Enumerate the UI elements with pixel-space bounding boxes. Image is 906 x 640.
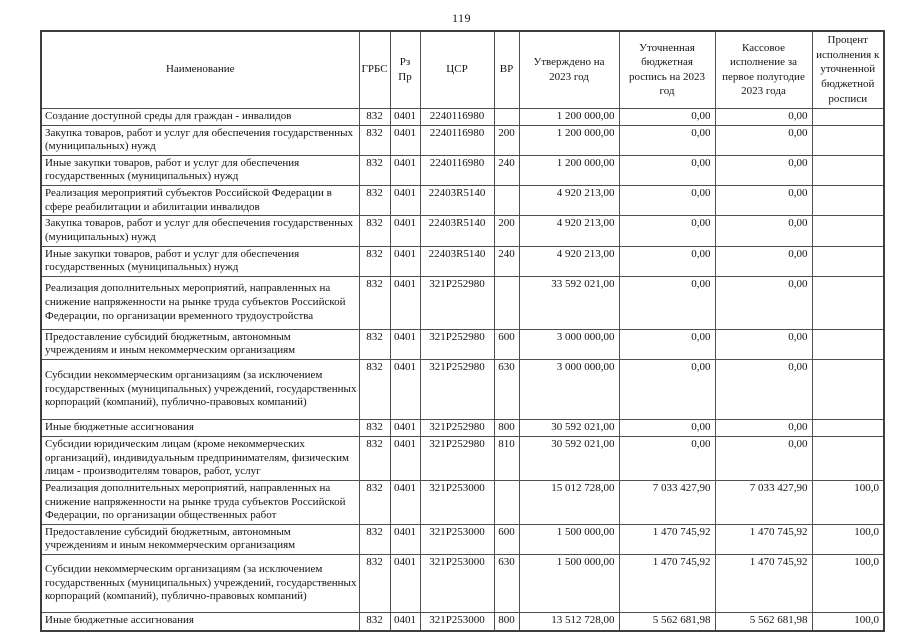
table-row xyxy=(41,360,884,420)
column-header-vr: ВР xyxy=(494,31,519,108)
cell-csr: 2240116980 xyxy=(420,108,494,125)
cell-approved: 1 200 000,00 xyxy=(519,125,619,155)
cell-updated: 0,00 xyxy=(619,246,715,276)
cell-updated: 0,00 xyxy=(619,186,715,216)
cell-name: Предоставление субсидий бюджетным, автономным учреждениям и иным некоммерческим организациям xyxy=(41,524,359,554)
cell-vr: 800 xyxy=(494,420,519,437)
cell-percent xyxy=(812,108,884,125)
cell-csr: 321P252980 xyxy=(420,360,494,420)
cell-rzpr: 0401 xyxy=(390,360,420,420)
cell-rzpr: 0401 xyxy=(390,480,420,524)
cell-grbs: 832 xyxy=(359,155,390,185)
cell-grbs: 832 xyxy=(359,480,390,524)
column-header-grbs: ГРБС xyxy=(359,31,390,108)
table-row xyxy=(41,420,884,437)
table-row xyxy=(41,276,884,329)
cell-cash: 7 033 427,90 xyxy=(715,480,812,524)
table-row xyxy=(41,613,884,631)
cell-vr: 200 xyxy=(494,216,519,246)
column-header-name: Наименование xyxy=(41,31,359,108)
cell-name: Субсидии некоммерческим организациям (за исключением государственных (муниципальных) учреждений, государственных корпораций (компаний), публично-правовых компаний) xyxy=(41,360,359,420)
cell-percent xyxy=(812,125,884,155)
cell-percent xyxy=(812,420,884,437)
cell-percent: 100,0 xyxy=(812,613,884,631)
cell-csr: 321P253000 xyxy=(420,524,494,554)
cell-approved: 30 592 021,00 xyxy=(519,437,619,481)
cell-vr: 600 xyxy=(494,329,519,359)
cell-rzpr: 0401 xyxy=(390,555,420,613)
cell-grbs: 832 xyxy=(359,125,390,155)
cell-vr xyxy=(494,186,519,216)
cell-grbs: 832 xyxy=(359,246,390,276)
page-number: 119 xyxy=(451,11,472,25)
cell-percent xyxy=(812,276,884,329)
cell-approved: 13 512 728,00 xyxy=(519,613,619,631)
cell-approved: 30 592 021,00 xyxy=(519,420,619,437)
cell-percent: 100,0 xyxy=(812,555,884,613)
cell-cash: 1 470 745,92 xyxy=(715,524,812,554)
cell-approved: 1 500 000,00 xyxy=(519,555,619,613)
cell-vr xyxy=(494,276,519,329)
cell-csr: 2240116980 xyxy=(420,155,494,185)
cell-updated: 0,00 xyxy=(619,329,715,359)
cell-approved: 3 000 000,00 xyxy=(519,360,619,420)
cell-vr: 240 xyxy=(494,155,519,185)
cell-cash: 0,00 xyxy=(715,108,812,125)
cell-percent: 100,0 xyxy=(812,480,884,524)
table-row xyxy=(41,246,884,276)
cell-csr: 321P253000 xyxy=(420,613,494,631)
cell-name: Реализация мероприятий субъектов Российской Федерации в сфере реабилитации и абилитации инвалидов xyxy=(41,186,359,216)
cell-grbs: 832 xyxy=(359,108,390,125)
table-row xyxy=(41,155,884,185)
cell-rzpr: 0401 xyxy=(390,108,420,125)
cell-cash: 0,00 xyxy=(715,125,812,155)
cell-rzpr: 0401 xyxy=(390,524,420,554)
cell-rzpr: 0401 xyxy=(390,186,420,216)
cell-approved: 15 012 728,00 xyxy=(519,480,619,524)
table-row xyxy=(41,480,884,524)
cell-cash: 0,00 xyxy=(715,360,812,420)
column-header-updated: Уточненная бюджетная роспись на 2023 год xyxy=(619,31,715,108)
cell-percent xyxy=(812,329,884,359)
cell-vr: 810 xyxy=(494,437,519,481)
cell-grbs: 832 xyxy=(359,186,390,216)
table-row xyxy=(41,216,884,246)
cell-grbs: 832 xyxy=(359,329,390,359)
cell-updated: 1 470 745,92 xyxy=(619,555,715,613)
cell-approved: 4 920 213,00 xyxy=(519,216,619,246)
cell-cash: 0,00 xyxy=(715,276,812,329)
cell-rzpr: 0401 xyxy=(390,155,420,185)
cell-approved: 1 200 000,00 xyxy=(519,155,619,185)
cell-updated: 0,00 xyxy=(619,108,715,125)
cell-grbs: 832 xyxy=(359,437,390,481)
cell-updated: 0,00 xyxy=(619,216,715,246)
cell-rzpr: 0401 xyxy=(390,329,420,359)
cell-percent: 100,0 xyxy=(812,524,884,554)
cell-updated: 0,00 xyxy=(619,125,715,155)
cell-cash: 0,00 xyxy=(715,186,812,216)
cell-updated: 1 470 745,92 xyxy=(619,524,715,554)
table-row xyxy=(41,186,884,216)
cell-vr: 200 xyxy=(494,125,519,155)
cell-cash: 0,00 xyxy=(715,155,812,185)
cell-approved: 3 000 000,00 xyxy=(519,329,619,359)
cell-updated: 0,00 xyxy=(619,360,715,420)
cell-vr: 600 xyxy=(494,524,519,554)
cell-name: Закупка товаров, работ и услуг для обеспечения государственных (муниципальных) нужд xyxy=(41,216,359,246)
cell-name: Реализация дополнительных мероприятий, направленных на снижение напряженности на рынке труда субъектов Российской Федерации, по организации общественных работ xyxy=(41,480,359,524)
column-header-approved: Утверждено на 2023 год xyxy=(519,31,619,108)
cell-updated: 0,00 xyxy=(619,155,715,185)
cell-rzpr: 0401 xyxy=(390,125,420,155)
cell-grbs: 832 xyxy=(359,420,390,437)
cell-approved: 4 920 213,00 xyxy=(519,246,619,276)
cell-grbs: 832 xyxy=(359,555,390,613)
table-body xyxy=(41,108,884,631)
cell-approved: 33 592 021,00 xyxy=(519,276,619,329)
cell-grbs: 832 xyxy=(359,360,390,420)
cell-grbs: 832 xyxy=(359,524,390,554)
cell-name: Реализация дополнительных мероприятий, направленных на снижение напряженности на рынке труда субъектов Российской Федерации, по организации временного трудоустройства xyxy=(41,276,359,329)
cell-csr: 321P253000 xyxy=(420,480,494,524)
cell-percent xyxy=(812,246,884,276)
cell-name: Закупка товаров, работ и услуг для обеспечения государственных (муниципальных) нужд xyxy=(41,125,359,155)
cell-csr: 321P252980 xyxy=(420,420,494,437)
column-header-rzpr: Рз Пр xyxy=(390,31,420,108)
table-row xyxy=(41,329,884,359)
cell-name: Иные закупки товаров, работ и услуг для обеспечения государственных (муниципальных) нужд xyxy=(41,246,359,276)
cell-vr: 240 xyxy=(494,246,519,276)
cell-name: Иные бюджетные ассигнования xyxy=(41,420,359,437)
cell-csr: 321P252980 xyxy=(420,437,494,481)
cell-percent xyxy=(812,186,884,216)
budget-table xyxy=(40,30,885,632)
table-row xyxy=(41,108,884,125)
cell-csr: 22403R5140 xyxy=(420,246,494,276)
cell-cash: 0,00 xyxy=(715,246,812,276)
cell-rzpr: 0401 xyxy=(390,437,420,481)
cell-name: Иные закупки товаров, работ и услуг для обеспечения государственных (муниципальных) нужд xyxy=(41,155,359,185)
cell-vr: 800 xyxy=(494,613,519,631)
cell-name: Субсидии юридическим лицам (кроме некоммерческих организаций), индивидуальным предпринимателям, физическим лицам - производителям товаров, работ, услуг xyxy=(41,437,359,481)
cell-updated: 5 562 681,98 xyxy=(619,613,715,631)
cell-csr: 321P252980 xyxy=(420,329,494,359)
cell-vr xyxy=(494,108,519,125)
cell-cash: 5 562 681,98 xyxy=(715,613,812,631)
cell-name: Субсидии некоммерческим организациям (за исключением государственных (муниципальных) учреждений, государственных корпораций (компаний), публично-правовых компаний) xyxy=(41,555,359,613)
cell-rzpr: 0401 xyxy=(390,420,420,437)
cell-csr: 321P252980 xyxy=(420,276,494,329)
cell-approved: 4 920 213,00 xyxy=(519,186,619,216)
table-row xyxy=(41,555,884,613)
cell-percent xyxy=(812,216,884,246)
table-header-row xyxy=(41,31,884,108)
cell-approved: 1 500 000,00 xyxy=(519,524,619,554)
column-header-percent: Процент исполнения к уточненной бюджетной росписи xyxy=(812,31,884,108)
table-row xyxy=(41,524,884,554)
column-header-csr: ЦСР xyxy=(420,31,494,108)
cell-vr: 630 xyxy=(494,360,519,420)
cell-updated: 0,00 xyxy=(619,276,715,329)
cell-approved: 1 200 000,00 xyxy=(519,108,619,125)
cell-rzpr: 0401 xyxy=(390,613,420,631)
cell-grbs: 832 xyxy=(359,216,390,246)
table-header xyxy=(41,31,884,108)
cell-csr: 2240116980 xyxy=(420,125,494,155)
table-row xyxy=(41,437,884,481)
cell-percent xyxy=(812,155,884,185)
cell-cash: 0,00 xyxy=(715,216,812,246)
cell-csr: 22403R5140 xyxy=(420,186,494,216)
cell-name: Создание доступной среды для граждан - инвалидов xyxy=(41,108,359,125)
cell-cash: 1 470 745,92 xyxy=(715,555,812,613)
cell-vr: 630 xyxy=(494,555,519,613)
cell-updated: 0,00 xyxy=(619,420,715,437)
cell-grbs: 832 xyxy=(359,613,390,631)
cell-cash: 0,00 xyxy=(715,329,812,359)
cell-name: Иные бюджетные ассигнования xyxy=(41,613,359,631)
cell-percent xyxy=(812,437,884,481)
cell-csr: 321P253000 xyxy=(420,555,494,613)
cell-vr xyxy=(494,480,519,524)
cell-rzpr: 0401 xyxy=(390,216,420,246)
cell-grbs: 832 xyxy=(359,276,390,329)
cell-updated: 7 033 427,90 xyxy=(619,480,715,524)
cell-cash: 0,00 xyxy=(715,420,812,437)
cell-percent xyxy=(812,360,884,420)
table-row xyxy=(41,125,884,155)
cell-cash: 0,00 xyxy=(715,437,812,481)
cell-updated: 0,00 xyxy=(619,437,715,481)
cell-csr: 22403R5140 xyxy=(420,216,494,246)
column-header-cash: Кассовое исполнение за первое полугодие 2023 года xyxy=(715,31,812,108)
cell-name: Предоставление субсидий бюджетным, автономным учреждениям и иным некоммерческим организациям xyxy=(41,329,359,359)
cell-rzpr: 0401 xyxy=(390,246,420,276)
cell-rzpr: 0401 xyxy=(390,276,420,329)
